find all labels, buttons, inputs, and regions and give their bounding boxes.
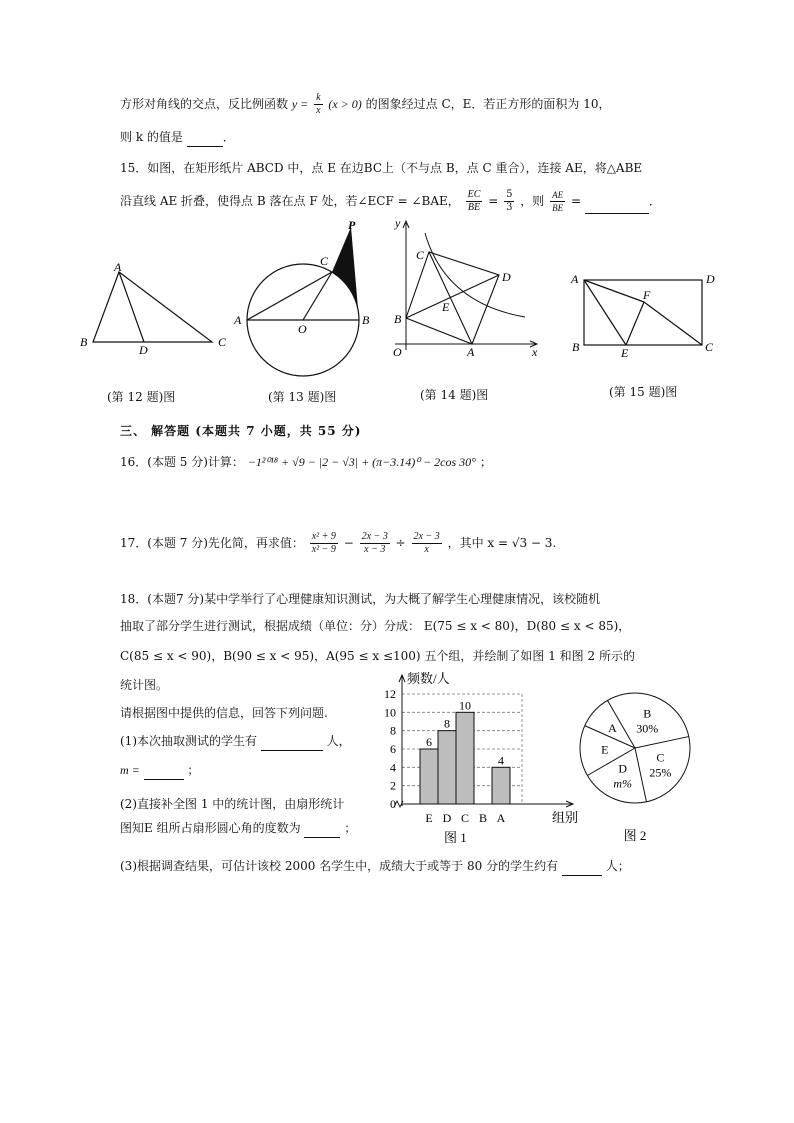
q18-part1-unit: 人， — [326, 734, 351, 748]
q17-frac-1-den: x² − 9 — [311, 544, 336, 555]
fig14-label-d: D — [502, 270, 511, 284]
fig13-label-p: P — [348, 218, 356, 232]
fig12-label-d: D — [139, 343, 148, 357]
bar-category-label: E — [425, 811, 433, 825]
section-3-heading: 三、 解答题 (本题共 7 小题，共 55 分) — [120, 424, 362, 438]
q18-line4: 统计图。 — [120, 678, 169, 692]
pie-title: 图 2 — [623, 828, 647, 843]
q15-text-2: 沿直线 AE 折叠，使得点 B 落在点 F 处，若∠ECF = ∠BAE， — [120, 194, 460, 208]
q18-line1: 18．(本题7 分)某中学举行了心理健康知识测试，为大概了解学生心理健康情况，该校随机 — [120, 592, 601, 606]
q14-func-fraction — [314, 92, 322, 117]
q16-suffix: ； — [479, 455, 492, 469]
q17-op-2: ÷ — [395, 536, 406, 550]
bar-value-label: 8 — [444, 716, 450, 731]
q14-text-c: 则 k 的值是 — [120, 130, 183, 144]
q18-line3: C(85 ≤ x < 90)，B(90 ≤ x < 95)，A(95 ≤ x ≤100) 五个组，并绘制了如图 1 和图 2 所示的 — [120, 649, 635, 663]
q16-expression: −1²⁰¹⁸ + √9 − |2 − √3| + (π−3.14)⁰ − 2cos 30° — [247, 455, 476, 469]
fig12-label-b: B — [80, 335, 88, 349]
bar-category-label: D — [442, 811, 452, 825]
q18-intro: 请根据图中提供的信息，回答下列问题. — [120, 706, 328, 720]
fig12-caption: (第 12 题)图 — [107, 390, 176, 404]
pie-slice-B-value: 30% — [636, 721, 659, 736]
fig14-label-x: x — [532, 345, 538, 359]
fig15-label-a: A — [571, 272, 579, 286]
q18-part3 — [120, 856, 630, 876]
fig14-label-c: C — [416, 248, 425, 262]
bar-D — [438, 731, 456, 804]
fig13-circle — [247, 264, 359, 376]
q18-line2: 抽取了部分学生进行测试，根据成绩（单位：分）分成： E(75 ≤ x < 80)，D(80 ≤ x < 85)， — [120, 619, 631, 633]
q14-func-lhs: y = — [291, 97, 309, 111]
q15-answer-blank[interactable] — [585, 199, 649, 214]
q14-text-b: 的图象经过点 C，E．若正方形的面积为 10， — [365, 97, 611, 111]
fig14-label-b: B — [394, 312, 402, 326]
q17-frac-2-den: x − 3 — [364, 544, 386, 555]
bar-chart-labels — [384, 671, 578, 845]
bar-value-label: 6 — [426, 735, 432, 749]
pie-slice-A-label: A — [608, 720, 617, 735]
bar-category-label: B — [478, 811, 488, 825]
q17-frac-2-num: 2x − 3 — [361, 531, 388, 542]
q18-part1-text: (1)本次抽取测试的学生有 — [120, 734, 257, 748]
pie-chart-fig2 — [575, 690, 700, 850]
q18-part2-blank[interactable] — [304, 823, 340, 838]
q14-line1 — [120, 92, 610, 117]
q15-ratio-den: BE — [467, 202, 481, 213]
fig13-label-o: O — [298, 322, 307, 336]
fig12-triangle — [93, 272, 212, 342]
fig15-label-c: C — [705, 340, 714, 354]
bar-ytick-label: 8 — [390, 723, 396, 738]
fig14-label-y: y — [395, 216, 401, 230]
bar-E — [420, 749, 438, 804]
bar-ylabel: 频数/人 — [407, 671, 450, 686]
fig15-label-e: E — [621, 346, 629, 360]
bar-ytick-label: 2 — [390, 778, 396, 793]
q15-value-num: 5 — [506, 189, 513, 200]
q18-m-end: ； — [187, 763, 200, 777]
q17-frac-2 — [360, 531, 390, 556]
bar-ytick-label: 6 — [390, 742, 396, 756]
q18-part1-m — [120, 760, 199, 780]
pie-slice-B-label: B — [643, 706, 652, 721]
q17-frac-3-den: x — [424, 544, 429, 555]
bar-value-label: 10 — [459, 698, 471, 713]
q18-part1-blank[interactable] — [261, 736, 323, 751]
q18-part3-text: (3)根据调查结果，可估计该校 2000 名学生中，成绩大于或等于 80 分的学生约有 — [120, 859, 559, 873]
q15-ask-eq: = — [570, 194, 582, 208]
q15-then: ，则 — [520, 194, 545, 208]
bar-xlabel: 组别 — [552, 810, 579, 825]
q17-op-1: − — [343, 536, 354, 550]
bar-C — [456, 712, 474, 804]
bar-A — [492, 767, 510, 804]
bar-category-label: C — [460, 811, 470, 825]
q18-part3-blank[interactable] — [562, 861, 602, 876]
fig13-shaded-region — [332, 227, 359, 320]
q18-part2-a: (2)直接补全图 1 中的统计图，由扇形统计 — [120, 797, 345, 811]
fig13-caption: (第 13 题)图 — [268, 390, 337, 404]
q18-part3-end: 人； — [605, 859, 630, 873]
q15-ratio — [466, 189, 483, 214]
pie-slice-E-label: E — [601, 742, 609, 757]
bar-ytick-label: 4 — [390, 760, 396, 775]
fig14-label-a: A — [467, 345, 475, 359]
q14-answer-blank[interactable] — [187, 132, 223, 147]
fig15-label-f: F — [643, 288, 651, 302]
q15-ask — [550, 189, 565, 214]
q14-func-domain: (x > 0) — [328, 97, 362, 111]
q15-text-1: 15．如图，在矩形纸片 ABCD 中，点 E 在边BC上（不与点 B，点 C 重合），连接 AE，将△ABE — [120, 161, 643, 175]
fig14-label-e: E — [442, 300, 450, 314]
q18-part2-end: ； — [344, 821, 357, 835]
q15-line2: 沿直线 AE 折叠，使得点 B 落在点 F 处，若∠ECF = ∠BAE， $\frac{EC}{BE}$ = $\frac{5}{3}$ ，则 $\frac{AE}{BE}$ = ． — [120, 189, 661, 213]
q17-suffix: ，其中 x = √3 − 3. — [447, 536, 557, 550]
q17-line — [120, 529, 556, 557]
q14-line2: 则 k 的值是 ． — [120, 127, 235, 147]
q18-part1 — [120, 731, 351, 751]
bar-chart-fig1 — [372, 670, 579, 850]
fig12-label-a: A — [114, 260, 122, 274]
bar-category-label: A — [496, 811, 506, 825]
bar-chart-bars — [420, 712, 510, 804]
fig15-label-d: D — [706, 272, 715, 286]
q15-ask-num: AE — [552, 190, 564, 200]
q14-func-den: x — [316, 105, 321, 116]
fig14-squares — [406, 252, 499, 344]
q17-frac-3-num: 2x − 3 — [413, 531, 440, 542]
q18-m-blank[interactable] — [144, 765, 184, 780]
pie-slice-D-value: m% — [613, 776, 633, 791]
q15-ratio-num: EC — [467, 189, 481, 200]
q15-ask-den: BE — [552, 203, 564, 213]
fig14-caption: (第 14 题)图 — [420, 388, 489, 402]
q15-line1 — [120, 158, 642, 178]
q18-part2-text: 图知E 组所占扇形圆心角的度数为 — [120, 821, 301, 835]
bar-ytick-label: 12 — [384, 687, 396, 701]
q17-frac-1-num: x² + 9 — [311, 531, 336, 542]
fig13-label-a: A — [234, 313, 242, 327]
bar-ytick-label: 0 — [390, 797, 396, 811]
q16-line — [120, 452, 492, 472]
fig13-label-b: B — [362, 313, 370, 327]
fig12-label-c: C — [218, 335, 227, 349]
q14-text-a: 方形对角线的交点，反比例函数 — [120, 97, 289, 111]
q17-prefix: 17．(本题 7 分)先化简，再求值： — [120, 536, 304, 550]
bar-title: 图 1 — [444, 830, 467, 845]
fig14-label-o: O — [393, 345, 402, 359]
pie-slice-D-label: D — [618, 761, 628, 776]
q18-m-label: m = — [120, 763, 140, 777]
bar-value-label: 4 — [498, 753, 504, 768]
fig15-label-b: B — [572, 340, 580, 354]
q17-frac-3 — [412, 531, 442, 556]
q18-part2-b — [120, 818, 356, 838]
q15-value — [504, 189, 514, 214]
fig13-label-c: C — [320, 254, 329, 268]
bar-ytick-label: 10 — [384, 705, 396, 720]
pie-slice-C-value: 25% — [649, 765, 672, 780]
q17-frac-1 — [310, 531, 338, 556]
figures-row — [70, 215, 750, 375]
q16-prefix: 16．(本题 5 分)计算： — [120, 455, 244, 469]
q15-eq: = — [488, 194, 499, 208]
fig15-caption: (第 15 题)图 — [609, 385, 678, 399]
q14-func-num: k — [316, 92, 321, 103]
pie-slice-C-label: C — [656, 750, 665, 765]
q15-value-den: 3 — [506, 202, 513, 213]
